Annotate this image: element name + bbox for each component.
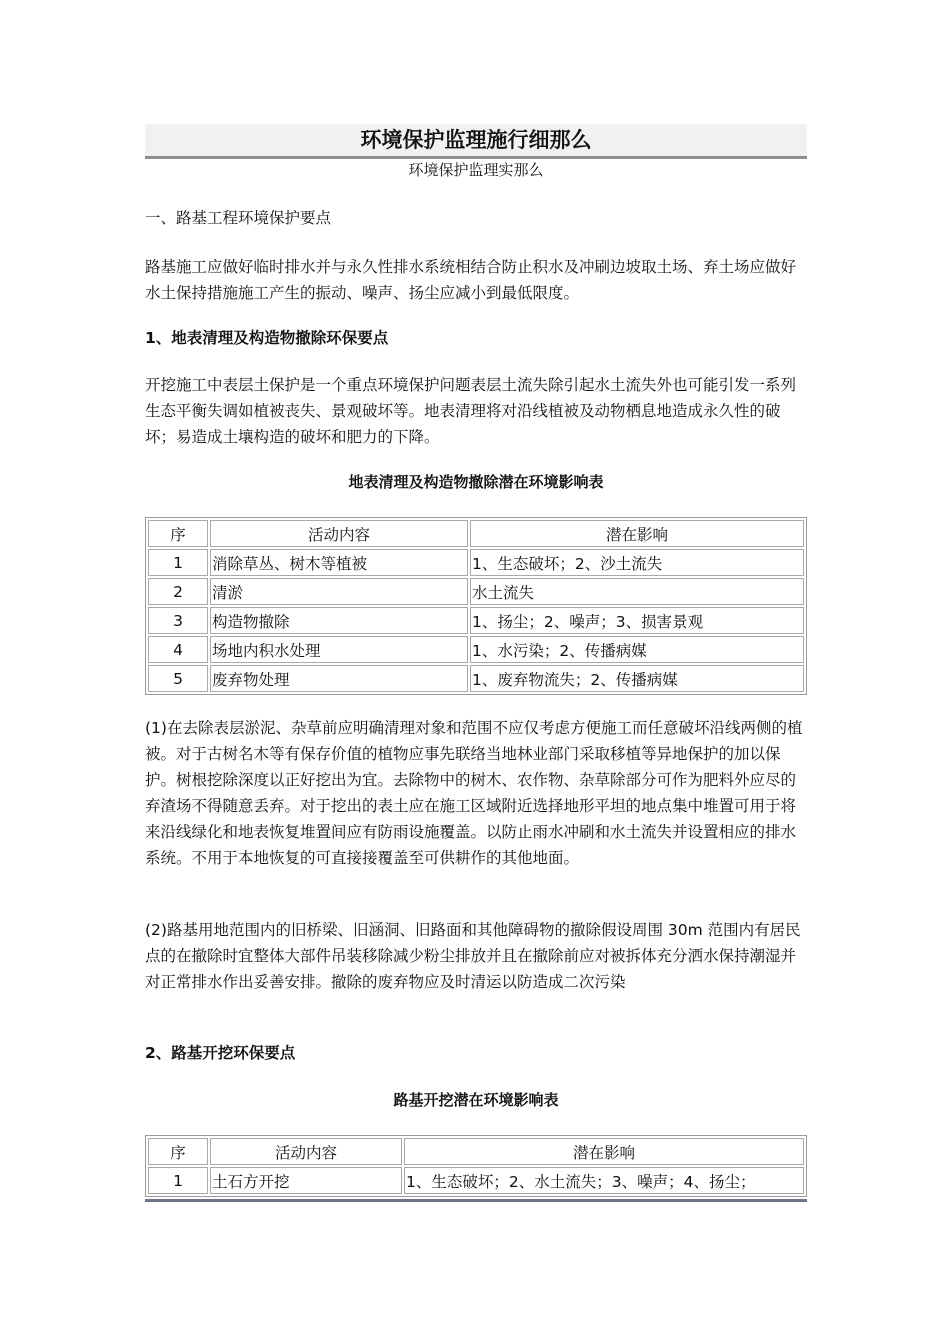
cell-impact: 1、水污染；2、传播病媒 xyxy=(470,636,804,663)
subsection-1-heading: 1、地表清理及构造物撤除环保要点 xyxy=(145,329,389,347)
cell-activity: 消除草丛、树木等植被 xyxy=(210,549,468,576)
header-cell-index: 序 xyxy=(148,1138,208,1165)
table-row xyxy=(148,665,804,692)
document-title: 环境保护监理施行细那么 xyxy=(360,128,592,152)
cell-activity: 构造物撤除 xyxy=(210,607,468,634)
impact-table-1 xyxy=(145,517,807,695)
table-header-row xyxy=(148,520,804,547)
cell-index: 2 xyxy=(148,578,208,605)
table-row xyxy=(148,607,804,634)
intro-paragraph: 路基施工应做好临时排水并与永久性排水系统相结合防止积水及冲刷边坡取土场、弃土场应做好水土保持措施施工产生的振动、噪声、扬尘应减小到最低限度。 xyxy=(145,258,797,302)
subsection-2-heading: 2、路基开挖环保要点 xyxy=(145,1044,296,1062)
paragraph-1: (1)在去除表层淤泥、杂草前应明确清理对象和范围不应仅考虑方便施工而任意破坏沿线两侧的植被。对于古树名木等有保存价值的植物应事先联络当地林业部门采取移植等异地保护的加以保护。树根挖除深度以正好挖出为宜。去除物中的树木、农作物、杂草除部分可作为肥料外应尽的弃渣场不得随意丢弃。对于挖出的表土应在施工区域附近选择地形平坦的地点集中堆置可用于将来沿线绿化和地表恢复堆置间应有防雨设施覆盖。以防止雨水冲刷和水土流失并设置相应的排水系统。不用于本地恢复的可直接接覆盖至可供耕作的其他地面。 xyxy=(145,719,803,867)
header-cell-impact: 潜在影响 xyxy=(404,1138,804,1165)
cell-index: 1 xyxy=(148,1167,208,1194)
cell-activity: 土石方开挖 xyxy=(210,1167,402,1194)
cell-index: 4 xyxy=(148,636,208,663)
table-row xyxy=(148,636,804,663)
table-2-caption: 路基开挖潜在环境影响表 xyxy=(393,1091,559,1109)
subsection-1-text: 开挖施工中表层土保护是一个重点环境保护问题表层土流失除引起水土流失外也可能引发一系列生态平衡失调如植被丧失、景观破坏等。地表清理将对沿线植被及动物栖息地造成永久性的破坏；易造成土壤构造的破坏和肥力的下降。 xyxy=(145,376,797,446)
cell-impact: 水土流失 xyxy=(470,578,804,605)
table-header-row xyxy=(148,1138,804,1165)
cell-impact: 1、生态破坏；2、水土流失；3、噪声；4、扬尘； xyxy=(404,1167,804,1194)
table-row xyxy=(148,549,804,576)
cell-impact: 1、废弃物流失；2、传播病媒 xyxy=(470,665,804,692)
cell-index: 5 xyxy=(148,665,208,692)
table-1-caption: 地表清理及构造物撤除潜在环境影响表 xyxy=(348,473,604,491)
cell-activity: 场地内积水处理 xyxy=(210,636,468,663)
header-cell-impact: 潜在影响 xyxy=(470,520,804,547)
cell-impact: 1、生态破坏；2、沙土流失 xyxy=(470,549,804,576)
table-row xyxy=(148,578,804,605)
header-cell-index: 序 xyxy=(148,520,208,547)
bottom-divider xyxy=(145,1199,807,1202)
document-subtitle: 环境保护监理实那么 xyxy=(408,161,544,179)
paragraph-2: (2)路基用地范围内的旧桥梁、旧涵洞、旧路面和其他障碍物的撤除假设周围 30m 范围内有居民点的在撤除时宜整体大部件吊装移除减少粉尘排放并且在撤除前应对被拆体充分洒水保持潮湿并对正常排水作出妥善安排。撤除的废弃物应及时清运以防造成二次污染 xyxy=(145,921,801,991)
cell-index: 1 xyxy=(148,549,208,576)
cell-index: 3 xyxy=(148,607,208,634)
header-cell-activity: 活动内容 xyxy=(210,1138,402,1165)
table-row xyxy=(148,1167,804,1194)
impact-table-2 xyxy=(145,1135,807,1197)
section-heading: 一、路基工程环境保护要点 xyxy=(145,209,332,227)
cell-activity: 清淤 xyxy=(210,578,468,605)
cell-impact: 1、扬尘；2、噪声；3、损害景观 xyxy=(470,607,804,634)
header-cell-activity: 活动内容 xyxy=(210,520,468,547)
cell-activity: 废弃物处理 xyxy=(210,665,468,692)
